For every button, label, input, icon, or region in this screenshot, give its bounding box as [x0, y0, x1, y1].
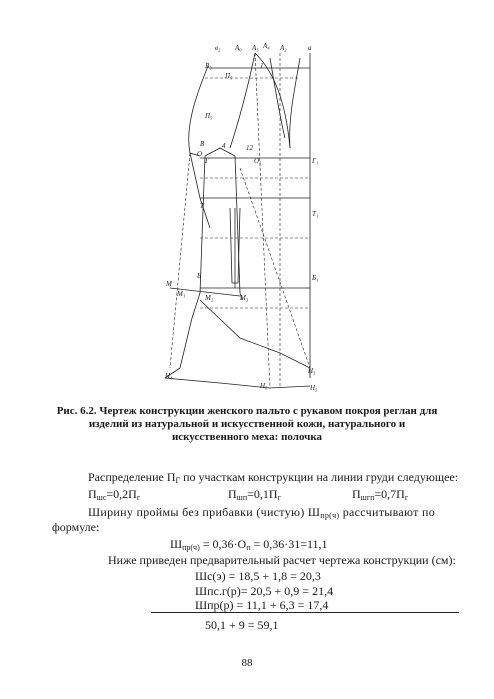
calc-line-3: Шпр(р) = 11,1 + 6,3 = 17,4 — [195, 598, 329, 612]
label-12: 12 — [246, 144, 253, 152]
label-p5b: П₅ — [205, 112, 213, 120]
label-p5: П₅ — [225, 72, 233, 80]
label-o1: О₁ — [254, 157, 262, 165]
label-m2: М₂ — [205, 294, 214, 302]
label-1: 1 — [260, 62, 264, 70]
label-v: В — [200, 140, 205, 148]
label-g: Г — [205, 157, 209, 165]
label-m3: М₃ — [240, 294, 249, 302]
label-n3: Н₃ — [308, 367, 316, 375]
calc-total: 50,1 + 9 = 59,1 — [205, 618, 279, 632]
label-4: 4 — [222, 142, 226, 150]
distribution-line: Распределение $П_Г$ по участкам конструкции на линии груди следующее: — [88, 470, 459, 485]
figure-caption: Рис. 6.2. Чертеж конструкции женского пальто с рукавом покроя реглан для изделий из натуральной и искусственной кожи, натурального и искусственного меха: полочка — [56, 405, 438, 443]
label-t: Т — [200, 202, 204, 210]
label-a: a — [308, 44, 312, 52]
page-number: 88 — [241, 657, 253, 669]
label-n4: Н₄ — [165, 372, 173, 380]
sum-separator — [151, 612, 459, 613]
label-g1: Г₁ — [312, 157, 319, 165]
label-a5: А₅ — [252, 44, 259, 52]
label-n6: Н₆ — [260, 382, 268, 390]
coat-pattern-drawing — [160, 38, 320, 398]
label-n5: Н₅ — [310, 384, 318, 392]
distribution-p2: $П_{шп}=0,1П_г$ — [228, 487, 281, 502]
label-v0: В₀ — [205, 62, 212, 70]
label-o: О — [197, 150, 203, 158]
label-m1: М₁ — [177, 290, 186, 298]
distribution-p3: $П_{шгп}=0,7П_г$ — [352, 487, 409, 502]
formula-word: формуле: — [52, 520, 100, 534]
label-a0: А₀ — [235, 44, 242, 52]
distribution-p1: $П_{шс}=0,2П_г$ — [88, 487, 141, 502]
width-intro: Ширину проймы без прибавки (чистую) $Ш_{пр(ч)}$ рассчитывают по — [88, 505, 436, 520]
label-m: М — [166, 280, 172, 288]
label-v2: в₂ — [215, 44, 221, 52]
formula-line: $Ш_{пр(ч)} = 0,36\cdot О_п = 0,36\cdot 31=11,1$ — [170, 537, 328, 552]
calc-line-1: Шс(э) = 18,5 + 1,8 = 20,3 — [195, 569, 321, 583]
calc-line-2: Шпс.г(р)= 20,5 + 0,9 = 21,4 — [195, 584, 334, 598]
label-a4: А₄ — [263, 42, 270, 50]
label-b: Б — [197, 272, 202, 280]
label-b1: Б₁ — [312, 274, 319, 282]
label-a2: A₂ — [280, 44, 287, 52]
prelim-line: Ниже приведен предварительный расчет чертежа конструкции (см): — [108, 553, 456, 567]
label-t1: Т₁ — [312, 210, 319, 218]
